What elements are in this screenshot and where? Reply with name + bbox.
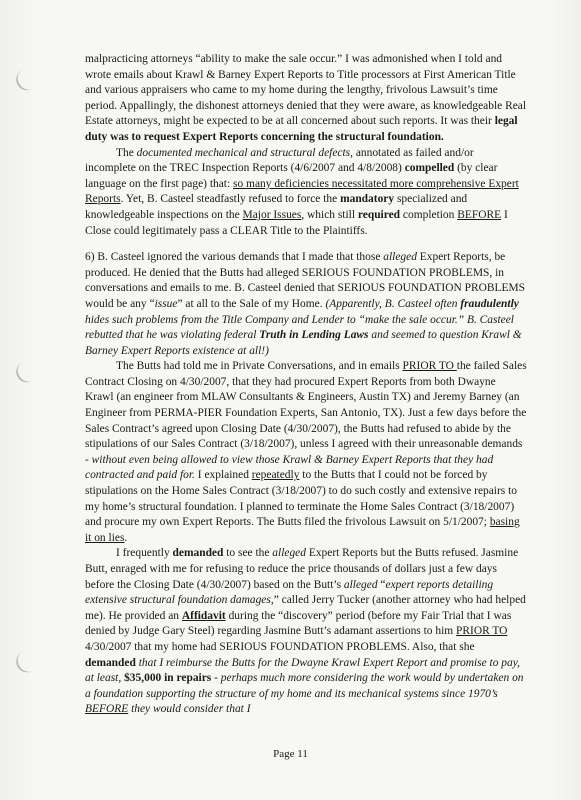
text-run: specialized and knowledgeable inspections on the	[85, 193, 468, 221]
text-run: demanded	[172, 547, 224, 560]
text-run: basing it on lies	[85, 516, 520, 544]
text-run: ,” called Jerry Tucker (another attorney who had helped me). He provided an	[85, 594, 526, 622]
text-run: expert reports detailing extensive structural foundation damages	[85, 578, 494, 607]
text-run: $35,000 in repairs	[124, 672, 212, 685]
text-run: completion	[400, 208, 458, 221]
page-number: Page 11	[273, 748, 308, 760]
text-run: annotated as failed and/or incomplete on the TREC Inspection Reports (4/6/2007 and 4/8/2008)	[85, 146, 474, 175]
text-run: I explained	[194, 469, 252, 482]
text-run: (by clear language on the first page) that:	[85, 162, 498, 190]
text-run: BEFORE	[85, 703, 129, 716]
text-run: .	[124, 531, 128, 544]
text-run: PRIOR TO	[402, 360, 457, 373]
document-body	[85, 52, 527, 718]
text-run: I Close could legitimately pass a CLEAR Title to the Plaintiffs.	[85, 208, 508, 237]
text-run: issue	[154, 297, 178, 310]
text-run: to see the	[223, 547, 273, 560]
text-run: to the Butts that I could not be forced by stipulations on the Home Sales Contract (3/18/2007) to do such costly and extensive repairs to my home’s structural foundation. I planned to terminate the Home Sales Contract (3/18/2007) and procure my own Expert Reports. The Butts filed the frivolous Lawsuit on 5/1/2007;	[85, 469, 518, 529]
text-run: - perhaps much more considering the work would by undertaken on a foundation supporting the structure of my home and its mechanical systems since 1970’s	[85, 672, 524, 700]
binder-hole-middle	[12, 355, 44, 386]
paragraph-4	[85, 359, 527, 546]
text-run: ” at all to the Sale of my Home.	[177, 297, 326, 310]
text-run: Expert Reports, be produced. He denied that the Butts had alleged SERIOUS FOUNDATION PROBLEMS, in conversations and emails to me. B. Casteel denied that SERIOUS FOUNDATION PROBLEMS would be any “	[85, 251, 525, 310]
text-run: 4/30/2007 that my home had SERIOUS FOUNDATION PROBLEMS. Also, that she	[85, 640, 475, 653]
text-run: fraudulently	[460, 297, 519, 310]
text-run: documented mechanical and structural defects,	[136, 146, 353, 159]
text-run: so many deficiencies necessitated more comprehensive Expert Reports	[85, 177, 519, 206]
binder-hole-top	[12, 63, 44, 94]
paragraph-3	[85, 250, 527, 359]
text-run: alleged	[272, 547, 306, 560]
text-run: malpracticing attorneys “ability to make the sale occur.” I was admonished when I told and wrote emails about Krawl & Barney Expert Reports to Title processors at First American Title and various appraisers who came to my home during the lengthy, frivolous Lawsuit’s time period. Appallingly, the dishonest attorneys denied that they were aware, as knowledgeable Real Estate attorneys, might be expected to be at all concerned about such reports. It was their	[85, 53, 527, 128]
text-run: . Yet, B. Casteel steadfastly refused to force the	[120, 193, 341, 206]
text-run: I frequently	[116, 547, 173, 560]
text-run: alleged	[343, 578, 378, 591]
text-run: The Butts had told me in Private Conversations, and in emails	[116, 360, 403, 373]
text-run: mandatory	[340, 193, 395, 206]
text-run: they would consider that I	[128, 703, 251, 716]
text-run: demanded	[85, 656, 136, 669]
text-run: and seemed to question Krawl & Barney Expert Reports existence at all!)	[85, 329, 522, 357]
text-run: during the “discovery” period (before my Fair Trial that I was denied by Judge Gary Steel) regarding Jasmine Butt’s adamant assertions to him	[85, 609, 512, 638]
paragraph-5	[85, 546, 527, 718]
text-run: legal duty was to request Expert Reports concerning the structural foundation.	[85, 115, 518, 143]
text-run: that I reimburse the Butts for the Dwayne Krawl Expert Report and promise to pay, at least,	[85, 656, 521, 685]
text-run: compelled	[404, 162, 455, 175]
text-run: Expert Reports but the Butts refused. Jasmine Butt, enraged with me for refusing to reduce the price thousands of dollars just a few days before the Closing Date (4/30/2007) based on the Butt’s	[85, 547, 519, 591]
text-run: PRIOR TO	[456, 625, 508, 638]
text-run: Major Issues	[242, 208, 302, 221]
paragraph-1	[85, 52, 527, 146]
text-run: 6) B. Casteel ignored the various demands that I made that those	[85, 251, 384, 264]
text-run: hides such problems from the Title Company and Lender to “make the sale occur.” B. Casteel rebutted that he was violating federal	[85, 313, 514, 342]
text-run: The	[116, 146, 137, 159]
text-run: required	[357, 208, 401, 221]
text-run: BEFORE	[457, 208, 502, 221]
paragraph-2	[85, 146, 527, 240]
text-run: , which still	[301, 208, 358, 221]
binder-hole-bottom	[12, 645, 44, 676]
text-run: Truth in Lending Laws	[259, 329, 369, 342]
text-run: (Apparently, B. Casteel often	[325, 297, 461, 310]
text-run: Affidavit	[181, 609, 226, 622]
text-run: repeatedly	[251, 469, 300, 482]
text-run: alleged	[383, 251, 417, 264]
text-run: the failed Sales Contract Closing on 4/30/2007, that they had procured Expert Reports from both Dwayne Krawl (an engineer from MLAW Consultants & Engineers, Austin TX) and Jeremy Barney (an Engineer from PERMA-PIER Foundation Experts, San Antonio, TX). Just a few days before the Sales Contract’s agreed upon Closing Date (4/30/2007), the Butts had refused to abide by the stipulations of our Sales Contract (3/18/2007), unless I agreed with their unreasonable demands -	[85, 360, 527, 466]
text-run: without even being allowed to view those Krawl & Barney Expert Reports that they had contracted and paid for.	[85, 453, 494, 482]
text-run: “	[377, 578, 386, 591]
